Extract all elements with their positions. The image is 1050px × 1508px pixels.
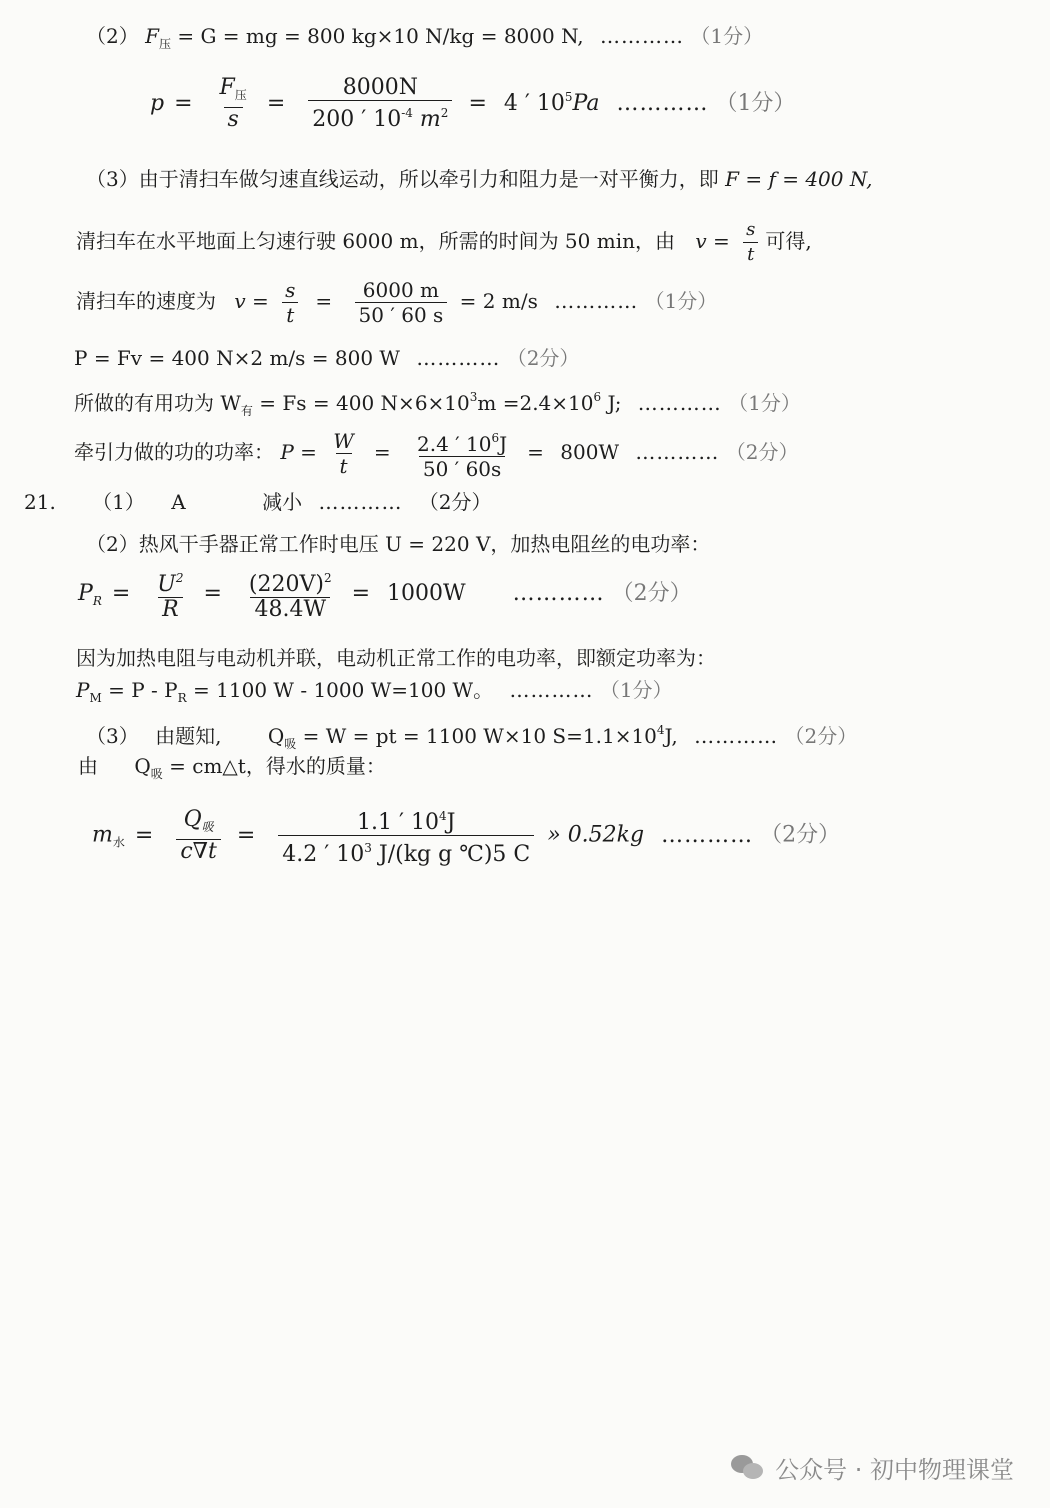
- power-symbol: P: [78, 581, 93, 606]
- equation: = cm△t，得水的质量：: [169, 754, 386, 778]
- den-t: t: [743, 242, 758, 267]
- den-exp: 3: [364, 841, 372, 855]
- fraction-f-over-s: [216, 76, 251, 132]
- num-8000: 8000N: [342, 75, 418, 100]
- line-1: [86, 22, 763, 58]
- dots: …………: [416, 346, 501, 370]
- text: 所做的有用功为 W: [74, 391, 241, 415]
- footer-text: 公众号 · 初中物理课堂: [775, 1456, 1014, 1484]
- text: 清扫车在水平地面上匀速行驶 6000 m，所需的时间为 50 min，由: [76, 229, 675, 253]
- text: 由: [78, 754, 98, 778]
- num-W: W: [333, 429, 354, 453]
- wechat-icon: [731, 1455, 765, 1481]
- score: （2分）: [784, 724, 858, 748]
- fraction-numeric: [245, 566, 336, 622]
- subscript: M: [89, 691, 102, 705]
- num-value: (220V): [248, 572, 324, 597]
- part-label: （1）: [92, 490, 145, 514]
- line-5: 清扫车的速度为 v = $\frac{s}{t}$ = $\frac{6000 m}{50 ' 60 s}$ = 2 m/s ………… （1分）: [76, 278, 718, 327]
- equation: = W = pt = 1100 W×10 S=1.1×10: [302, 724, 657, 748]
- line-13: [76, 676, 673, 712]
- pressure-symbol: p: [150, 91, 165, 116]
- footer-watermark: [731, 1450, 1014, 1485]
- unit: J;: [607, 391, 622, 415]
- dots: …………: [694, 724, 779, 748]
- num-F: F: [219, 75, 235, 100]
- line-3: [86, 165, 872, 193]
- answer-1: A: [171, 490, 186, 514]
- velocity-formula: v =: [234, 289, 269, 313]
- fraction-u2-over-r: [153, 566, 187, 622]
- dots: …………: [637, 391, 722, 415]
- line-7: [74, 383, 801, 425]
- dots: …………: [600, 24, 685, 48]
- subscript: 吸: [284, 737, 297, 751]
- subscript: 吸: [150, 767, 163, 781]
- line-8: 牵引力做的功的功率： P = $\frac{W}{t}$ = $\frac{2.4 ' 10^6J}{50 ' 60s}$ = 800W ………… （2分）: [74, 426, 798, 481]
- score: （1分）: [644, 289, 718, 313]
- den-value: 48.4W: [250, 597, 330, 622]
- subscript-2: R: [177, 691, 187, 705]
- fraction-s-over-t: [281, 278, 299, 327]
- question-number: 21.: [24, 490, 56, 514]
- result-unit: Pa: [572, 91, 600, 116]
- line-6: [74, 344, 579, 372]
- score: （2分）: [725, 440, 799, 464]
- num-exp: 4: [439, 809, 447, 823]
- den-exp: -4: [401, 106, 413, 120]
- num-F-sub: 压: [234, 88, 247, 102]
- force-subscript: 压: [158, 37, 171, 51]
- den-3000: 50 ′ 60 s: [355, 302, 448, 327]
- result: = 2 m/s: [459, 289, 538, 313]
- equation: P = Fv = 400 N×2 m/s = 800 W: [74, 346, 400, 370]
- equation: = Fs = 400 N×6×10: [259, 391, 470, 415]
- text: 清扫车的速度为: [76, 289, 216, 313]
- num-s: s: [746, 219, 756, 240]
- num-unit: J: [446, 810, 456, 835]
- score: （2分）: [418, 490, 492, 514]
- den-s: s: [224, 107, 243, 132]
- line-15: [78, 752, 386, 788]
- num-unit: J: [499, 432, 508, 456]
- mass-symbol: m: [92, 822, 113, 848]
- equation-2: m =2.4×10: [477, 391, 594, 415]
- equation: = G = mg = 800 kg×10 N/kg = 8000 N,: [177, 24, 584, 48]
- text: 因为加热电阻与电动机并联，电动机正常工作的电功率，即额定功率为：: [76, 646, 716, 670]
- dots: …………: [661, 822, 754, 848]
- num-s: s: [285, 278, 296, 302]
- mass-subscript: 水: [112, 835, 125, 850]
- dots: …………: [512, 581, 605, 606]
- num-exp: 6: [491, 431, 500, 445]
- power-symbol: P: [76, 678, 90, 702]
- den-ct: c∇t: [176, 839, 221, 864]
- num-exp: 2: [175, 571, 184, 585]
- score: （2分）: [760, 822, 841, 848]
- text: 牵引力做的功的功率：: [74, 440, 274, 464]
- line-16: $m_水$ = $\frac{Q_吸}{c\nabla t}$ = $\frac{1.1 ' 10^4J}{4.2 ' 10^3 J/(kg g ℃)5 C}$ » 0.52kg ………… （2分）: [92, 804, 840, 867]
- exp-2: 6: [593, 390, 602, 404]
- exp: 3: [469, 390, 478, 404]
- den-t: t: [282, 302, 298, 327]
- part-label: （3）: [86, 724, 139, 748]
- result: 800W: [560, 440, 620, 464]
- fraction-numeric: [308, 76, 452, 132]
- equation-2: = 1100 W - 1000 W=100 W。: [193, 678, 494, 702]
- line-4: [76, 218, 812, 267]
- den-value: 4.2 ′ 10: [282, 842, 365, 867]
- dots: …………: [554, 289, 639, 313]
- fraction-numeric: [355, 278, 448, 327]
- subscript: R: [92, 594, 102, 608]
- exp: 4: [656, 723, 665, 737]
- den-t: t: [336, 453, 352, 478]
- heat-symbol: Q: [134, 754, 151, 778]
- result: 4 ′ 10: [503, 91, 565, 116]
- force-symbol: F: [145, 24, 159, 48]
- heat-symbol: Q: [267, 724, 285, 748]
- fraction-numeric: [278, 804, 534, 867]
- den-unit-exp: 2: [440, 106, 449, 120]
- den-200: 200 ′ 10: [312, 107, 402, 132]
- text: （3）由于清扫车做匀速直线运动，所以牵引力和阻力是一对平衡力，即: [86, 167, 719, 191]
- line-2: p = $\frac{F_压}{s}$ = $\frac{8000N}{200 ' 10^{-4} m^2}$ = 4 ′ $10^5Pa$ ………… （1分）: [150, 75, 796, 132]
- power-symbol: P =: [280, 440, 317, 464]
- num-Q: Q: [183, 806, 202, 832]
- tail: 可得,: [765, 229, 812, 253]
- score: （1分）: [690, 24, 764, 48]
- part-label: （2）: [86, 24, 139, 48]
- velocity-formula: v =: [695, 229, 730, 253]
- den-R: R: [158, 597, 183, 622]
- unit: J,: [664, 724, 678, 748]
- result: » 0.52kg: [547, 822, 645, 848]
- num-6000: 6000 m: [362, 278, 440, 302]
- den-unit: m: [419, 107, 441, 132]
- dots: …………: [635, 440, 720, 464]
- line-9: [24, 488, 492, 516]
- fraction-w-over-t: [329, 429, 358, 478]
- line-11: $P_R$ = $\frac{U^2}{R}$ = $\frac{(220V)^2}{48.4W}$ = 1000W ………… （2分）: [78, 566, 692, 622]
- formula: F = f = 400 N,: [725, 167, 873, 191]
- dots: …………: [318, 490, 403, 514]
- score: （2分）: [506, 346, 580, 370]
- score: （1分）: [728, 391, 801, 415]
- score: （1分）: [599, 678, 673, 702]
- result: 1000W: [387, 581, 466, 606]
- subscript: 有: [240, 404, 253, 418]
- line-12: [76, 644, 716, 672]
- fraction-s-over-t: [742, 218, 759, 267]
- fraction-q-over-ct: [176, 808, 221, 864]
- score: （1分）: [715, 91, 796, 116]
- answer-2: 减小: [262, 490, 303, 514]
- num-Q-sub: 吸: [201, 819, 214, 834]
- num-value: 2.4 ′ 10: [416, 432, 492, 456]
- dots: …………: [509, 678, 594, 702]
- den-unit: J/(kg g ℃)5 C: [378, 842, 531, 867]
- equation: = P - P: [108, 678, 178, 702]
- score: （2分）: [611, 581, 692, 606]
- line-10: [86, 530, 710, 558]
- dots: …………: [616, 91, 709, 116]
- den-value: 50 ′ 60s: [419, 456, 505, 481]
- num-exp: 2: [323, 571, 332, 585]
- fraction-numeric: [413, 426, 511, 481]
- text: （2）热风干手器正常工作时电压 U = 220 V，加热电阻丝的电功率：: [86, 532, 711, 556]
- text: 由题知,: [155, 724, 222, 748]
- num-value: 1.1 ′ 10: [357, 810, 440, 835]
- num-U: U: [157, 572, 176, 597]
- result-exp: 5: [564, 90, 573, 104]
